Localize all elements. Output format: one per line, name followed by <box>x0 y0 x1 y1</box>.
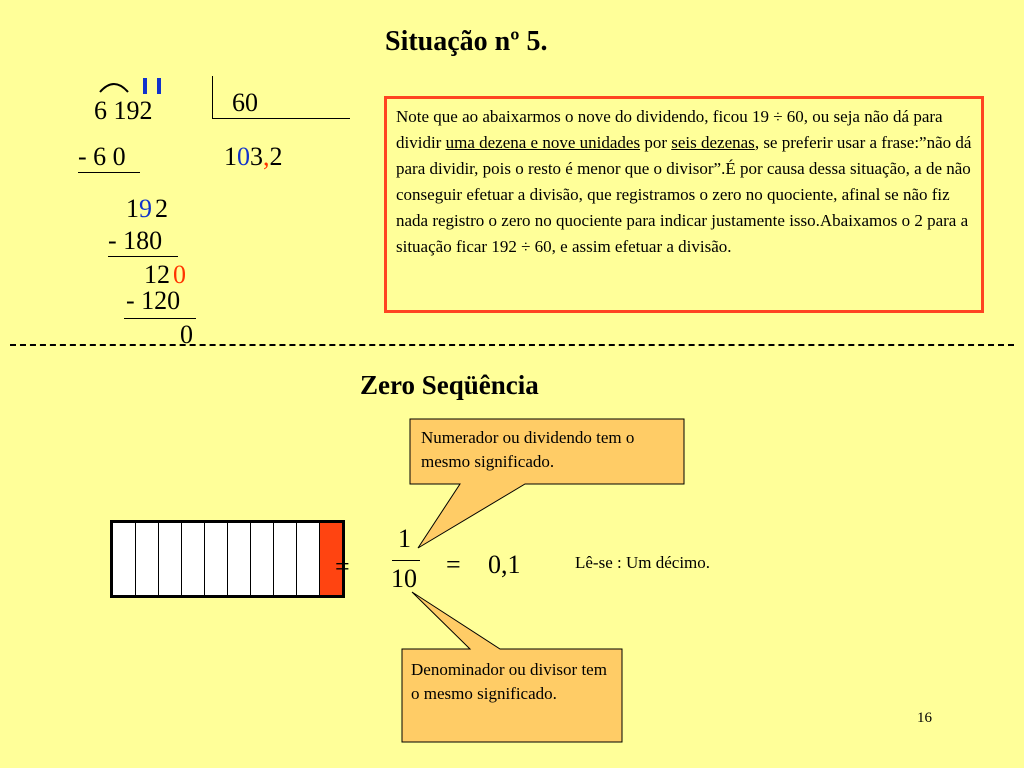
grid-cell <box>205 523 228 595</box>
subtraction-3: - 120 <box>126 286 181 315</box>
grid-cell <box>113 523 136 595</box>
callout-denominator: Denominador ou divisor tem o mesmo significado. <box>411 660 607 703</box>
grid-cell <box>251 523 274 595</box>
grid-cell <box>274 523 297 595</box>
grid-cell <box>182 523 205 595</box>
remainder-1: 19 2 <box>126 194 168 223</box>
fraction-bar <box>392 560 420 561</box>
note-box: Note que ao abaixarmos o nove do dividendo, ficou 19 ÷ 60, ou seja não dá para dividir uma dezena e nove unidades por seis dezenas, se preferir usar a frase:”não dá para dividir, pois o resto é menor que o divisor”.É por causa dessa situação, a de não conseguir efetuar a divisão, que registramos o zero no quociente, afinal se não fiz nada registro o zero no quociente para indicar justamente isso.Abaixamos o 2 para a situação ficar 192 ÷ 60, e assim efetuar a divisão. <box>384 96 984 313</box>
grid-cell <box>136 523 159 595</box>
dividend: 6 192 <box>94 96 153 125</box>
fraction-denominator: 10 <box>391 564 417 593</box>
quotient: 103,2 <box>224 142 283 171</box>
equals-sign-1: = <box>335 552 350 581</box>
fraction-numerator: 1 <box>398 524 411 553</box>
divisor: 60 <box>232 88 258 117</box>
grid-cell <box>159 523 182 595</box>
callout-numerator: Numerador ou dividendo tem o mesmo significado. <box>421 428 635 471</box>
grid-cell <box>297 523 320 595</box>
subtraction-2: - 180 <box>108 226 163 255</box>
tenths-grid <box>110 520 345 598</box>
section-title: Zero Seqüência <box>360 370 539 400</box>
final-remainder: 0 <box>180 320 193 349</box>
slide-title: Situação nº 5. <box>385 26 548 57</box>
grid-cell <box>228 523 251 595</box>
remainder-2: 12 0 <box>144 260 186 289</box>
page-number: 16 <box>917 710 932 726</box>
subtraction-1: - 6 0 <box>78 142 126 171</box>
decimal-value: 0,1 <box>488 550 521 579</box>
reading-text: Lê-se : Um décimo. <box>575 553 711 572</box>
equals-sign-2: = <box>446 550 461 579</box>
